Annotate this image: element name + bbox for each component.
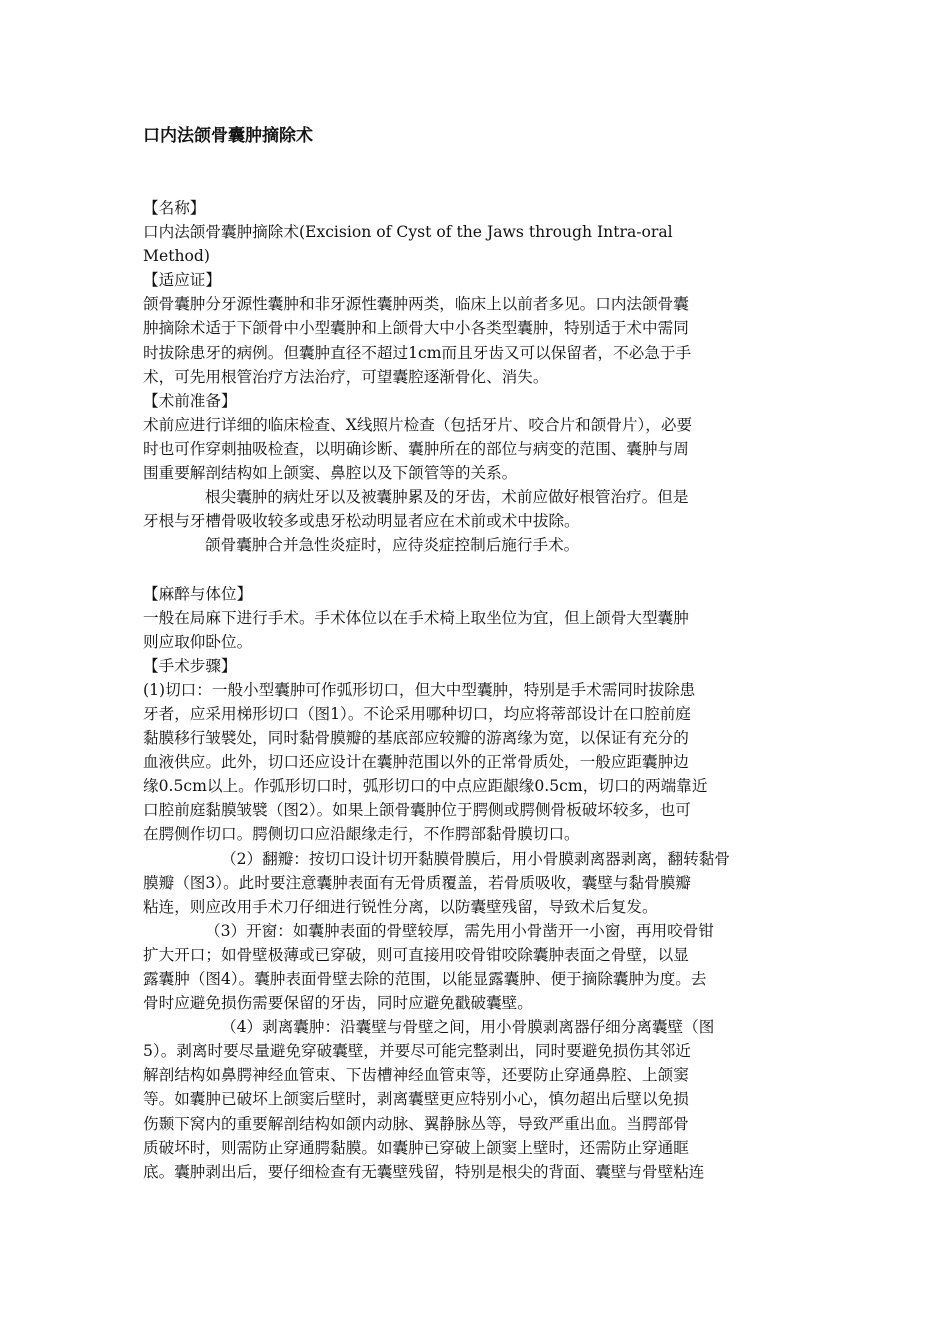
paragraph-line: 术前应进行详细的临床检查、X线照片检查（包括牙片、咬合片和颌骨片），必要 [143, 415, 693, 434]
paragraph-line: 血液供应。此外，切口还应设计在囊肿范围以外的正常骨质处，一般应距囊肿边 [143, 753, 689, 772]
section-heading-indications: 【适应证】 [143, 271, 221, 290]
paragraph-line: （3）开窗：如囊肿表面的骨壁较厚，需先用小骨凿开一小窗，再用咬骨钳 [205, 921, 714, 940]
paragraph-line: 黏膜移行皱襞处，同时黏骨膜瓣的基底部应较瓣的游离缘为宽，以保证有充分的 [143, 729, 689, 748]
paragraph-line: 围重要解剖结构如上颌窦、鼻腔以及下颌管等的关系。 [143, 464, 518, 483]
paragraph-line: 粘连，则应改用手术刀仔细进行锐性分离，以防囊壁残留，导致术后复发。 [143, 897, 658, 916]
paragraph-line: 时拔除患牙的病例。但囊肿直径不超过1cm而且牙齿又可以保留者，不必急于手 [143, 343, 692, 362]
paragraph-line: 5）。剥离时要尽量避免穿破囊壁，并要尽可能完整剥出，同时要避免损伤其邻近 [143, 1042, 691, 1061]
paragraph-line: (1)切口：一般小型囊肿可作弧形切口，但大中型囊肿，特别是手术需同时拔除患 [143, 680, 696, 699]
document-title: 口内法颌骨囊肿摘除术 [143, 126, 313, 146]
paragraph-line: 骨时应避免损伤需要保留的牙齿，同时应避免戳破囊壁。 [143, 994, 533, 1013]
paragraph-line: 颌骨囊肿分牙源性囊肿和非牙源性囊肿两类，临床上以前者多见。口内法颌骨囊 [143, 295, 689, 314]
paragraph-line: 牙者，应采用梯形切口（图1）。不论采用哪种切口，均应将蒂部设计在口腔前庭 [143, 704, 691, 723]
paragraph-line: 一般在局麻下进行手术。手术体位以在手术椅上取坐位为宜，但上颌骨大型囊肿 [143, 608, 689, 627]
paragraph-line: 术，可先用根管治疗方法治疗，可望囊腔逐渐骨化、消失。 [143, 367, 549, 386]
paragraph-line: 牙根与牙槽骨吸收较多或患牙松动明显者应在术前或术中拔除。 [143, 512, 580, 531]
paragraph-line: 露囊肿（图4）。囊肿表面骨壁去除的范围，以能显露囊肿、便于摘除囊肿为度。去 [143, 970, 707, 988]
paragraph-line: 扩大开口；如骨壁极薄或已穿破，则可直接用咬骨钳咬除囊肿表面之骨壁，以显 [143, 945, 689, 964]
paragraph-line: 肿摘除术适于下颌骨中小型囊肿和上颌骨大中小各类型囊肿，特别适于术中需同 [143, 319, 689, 338]
paragraph-line: 质破坏时，则需防止穿通腭黏膜。如囊肿已穿破上颌窦上壁时，还需防止穿通眶 [143, 1138, 689, 1157]
paragraph-line: 颌骨囊肿合并急性炎症时，应待炎症控制后施行手术。 [205, 536, 580, 555]
paragraph-line: 伤颞下窝内的重要解剖结构如颌内动脉、翼静脉丛等，导致严重出血。当腭部骨 [143, 1114, 689, 1133]
paragraph-line: 根尖囊肿的病灶牙以及被囊肿累及的牙齿，术前应做好根管治疗。但是 [205, 488, 689, 507]
paragraph-line: 膜瓣（图3）。此时要注意囊肿表面有无骨质覆盖，若骨质吸收，囊壁与黏骨膜瓣 [143, 873, 691, 892]
procedure-name-line: Method) [143, 247, 210, 266]
section-heading-preparation: 【术前准备】 [143, 391, 237, 410]
paragraph-line: （2）翻瓣：按切口设计切开黏膜骨膜后，用小骨膜剥离器剥离，翻转黏骨 [221, 849, 730, 868]
paragraph-line: 时也可作穿刺抽吸检查，以明确诊断、囊肿所在的部位与病变的范围、囊肿与周 [143, 439, 689, 458]
section-heading-anesthesia: 【麻醉与体位】 [143, 584, 253, 603]
procedure-name-line: 口内法颌骨囊肿摘除术(Excision of Cyst of the Jaws through Intra-oral [143, 223, 673, 242]
blank-line [143, 557, 808, 581]
section-heading-name: 【名称】 [143, 199, 206, 217]
paragraph-line: 口腔前庭黏膜皱襞（图2）。如果上颌骨囊肿位于腭侧或腭侧骨板破坏较多，也可 [143, 801, 691, 820]
paragraph-line: 解剖结构如鼻腭神经血管束、下齿槽神经血管束等，还要防止穿通鼻腔、上颌窦 [143, 1066, 689, 1085]
document-body [143, 196, 808, 1184]
paragraph-line: 则应取仰卧位。 [143, 632, 253, 651]
section-heading-steps: 【手术步骤】 [143, 656, 237, 675]
paragraph-line: 底。囊肿剥出后，要仔细检查有无囊壁残留，特别是根尖的背面、囊壁与骨壁粘连 [143, 1162, 705, 1181]
paragraph-line: 缘0.5cm以上。作弧形切口时，弧形切口的中点应距龈缘0.5cm，切口的两端靠近 [143, 777, 708, 796]
paragraph-line: （4）剥离囊肿：沿囊壁与骨壁之间，用小骨膜剥离器仔细分离囊壁（图 [221, 1018, 715, 1037]
paragraph-line: 在腭侧作切口。腭侧切口应沿龈缘走行，不作腭部黏骨膜切口。 [143, 825, 580, 844]
paragraph-line: 等。如囊肿已破坏上颌窦后壁时，剥离囊壁更应特别小心，慎勿超出后壁以免损 [143, 1090, 689, 1109]
